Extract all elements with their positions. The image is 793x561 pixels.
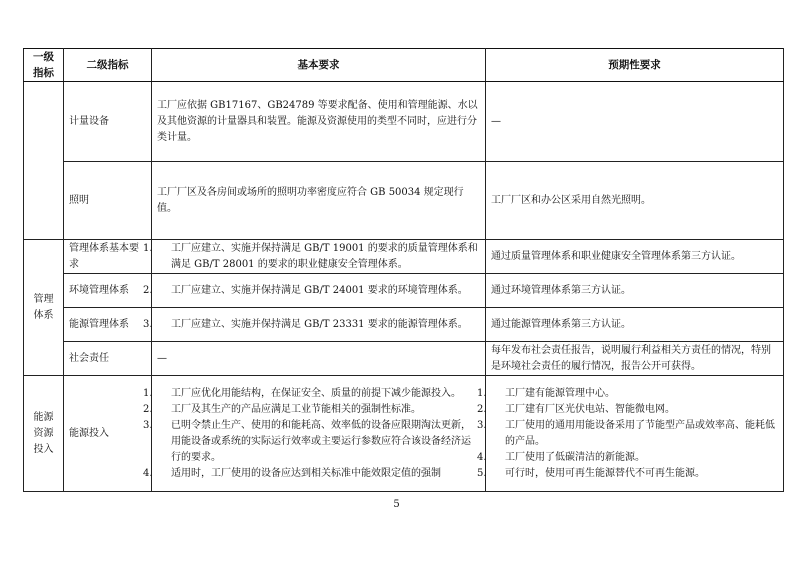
item-number: 2. — [477, 403, 487, 415]
list-item — [143, 402, 480, 418]
basic-metering: 工厂应依据 GB17167、GB24789 等要求配备、使用和管理能源、水以及其他资源的计量器具和装置。能源及资源使用的类型不同时，应进行分类计量。 — [152, 82, 486, 162]
list-item — [143, 418, 480, 466]
page-number: 5 — [393, 499, 400, 510]
list-item — [477, 402, 778, 418]
item-text: 适用时，工厂使用的设备应达到相关标准中能效限定值的强制 — [171, 467, 441, 479]
item-number: 3. — [477, 419, 487, 431]
level2-environment-system: 环境管理体系 — [64, 274, 152, 308]
level2-energy-system: 能源管理体系 — [64, 308, 152, 342]
level2-social-responsibility: 社会责任 — [64, 342, 152, 376]
item-number: 2. — [143, 284, 153, 296]
basic-environment-system — [143, 274, 486, 308]
item-number: 4. — [477, 451, 487, 463]
level2-lighting: 照明 — [64, 162, 152, 240]
level1-cell-continued — [24, 82, 64, 240]
table-row — [24, 82, 784, 162]
item-text: 工厂及其生产的产品应满足工业节能相关的强制性标准。 — [171, 403, 421, 415]
level2-management-basic: 管理体系基本要求 — [64, 240, 152, 274]
list-item — [477, 386, 778, 402]
table-row — [24, 274, 784, 308]
item-text: 工厂应建立、实施并保持满足 GB/T 24001 要求的环境管理体系。 — [171, 284, 468, 296]
expected-energy-input — [477, 376, 784, 492]
table-header-row — [24, 49, 784, 82]
header-level1-line2: 指标 — [33, 67, 54, 79]
item-text: 已明令禁止生产、使用的和能耗高、效率低的设备应限期淘汰更新，用能设备或系统的实际运行效率或主要运行参数应符合该设备经济运行的要求。 — [171, 419, 471, 463]
expected-metering: — — [486, 82, 784, 162]
item-number: 2. — [143, 403, 153, 415]
list-item — [143, 386, 480, 402]
basic-energy-system — [143, 308, 486, 342]
item-text: 工厂应优化用能结构，在保证安全、质量的前提下减少能源投入。 — [171, 387, 461, 399]
basic-management-basic — [143, 240, 486, 274]
header-level1-line1: 一级 — [33, 51, 54, 63]
basic-energy-input — [143, 376, 486, 492]
level1-energy-line2: 资源 — [33, 427, 54, 439]
list-item — [477, 418, 778, 450]
level1-energy-line3: 投入 — [33, 443, 54, 455]
item-text: 工厂建有厂区光伏电站、智能微电网。 — [505, 403, 675, 415]
table-row — [24, 342, 784, 376]
expected-social-responsibility: 每年发布社会责任报告，说明履行利益相关方责任的情况，特别是环境社会责任的履行情况，报告公开可获得。 — [486, 342, 784, 376]
item-number: 3. — [143, 419, 153, 431]
requirements-table — [23, 48, 784, 492]
item-number: 1. — [143, 387, 153, 399]
item-text: 可行时，使用可再生能源替代不可再生能源。 — [505, 467, 705, 479]
header-level2-indicator: 二级指标 — [64, 49, 152, 82]
list-item — [477, 466, 778, 482]
level1-management-line1: 管理 — [33, 293, 54, 305]
header-expected-requirements: 预期性要求 — [486, 49, 784, 82]
table-row — [24, 240, 784, 274]
item-number: 1. — [143, 242, 153, 254]
item-number: 1. — [477, 387, 487, 399]
level1-energy-line1: 能源 — [33, 411, 54, 423]
level1-management-system — [24, 240, 64, 376]
item-text: 工厂应建立、实施并保持满足 GB/T 19001 的要求的质量管理体系和满足 GB/T 28001 的要求的职业健康安全管理体系。 — [171, 242, 478, 270]
basic-lighting: 工厂厂区及各房间或场所的照明功率密度应符合 GB 50034 规定现行值。 — [152, 162, 486, 240]
item-number: 4. — [143, 467, 153, 479]
table-row — [24, 376, 784, 492]
expected-environment-system: 通过环境管理体系第三方认证。 — [486, 274, 784, 308]
level1-management-line2: 体系 — [33, 309, 54, 321]
item-text: 工厂使用了低碳清洁的新能源。 — [505, 451, 645, 463]
item-number: 3. — [143, 318, 153, 330]
header-basic-requirements: 基本要求 — [152, 49, 486, 82]
list-item — [143, 466, 480, 482]
list-item — [477, 450, 778, 466]
item-number: 5. — [477, 467, 487, 479]
item-text: 工厂使用的通用用能设备采用了节能型产品或效率高、能耗低的产品。 — [505, 419, 775, 447]
item-text: 工厂应建立、实施并保持满足 GB/T 23331 要求的能源管理体系。 — [171, 318, 468, 330]
level2-metering: 计量设备 — [64, 82, 152, 162]
level2-energy-input: 能源投入 — [64, 376, 152, 492]
expected-energy-system: 通过能源管理体系第三方认证。 — [486, 308, 784, 342]
table-row — [24, 308, 784, 342]
table-row — [24, 162, 784, 240]
expected-lighting: 工厂厂区和办公区采用自然光照明。 — [486, 162, 784, 240]
expected-management-basic: 通过质量管理体系和职业健康安全管理体系第三方认证。 — [486, 240, 784, 274]
basic-social-responsibility: — — [152, 342, 486, 376]
header-level1-indicator — [24, 49, 64, 82]
level1-energy-resources-input — [24, 376, 64, 492]
item-text: 工厂建有能源管理中心。 — [505, 387, 615, 399]
